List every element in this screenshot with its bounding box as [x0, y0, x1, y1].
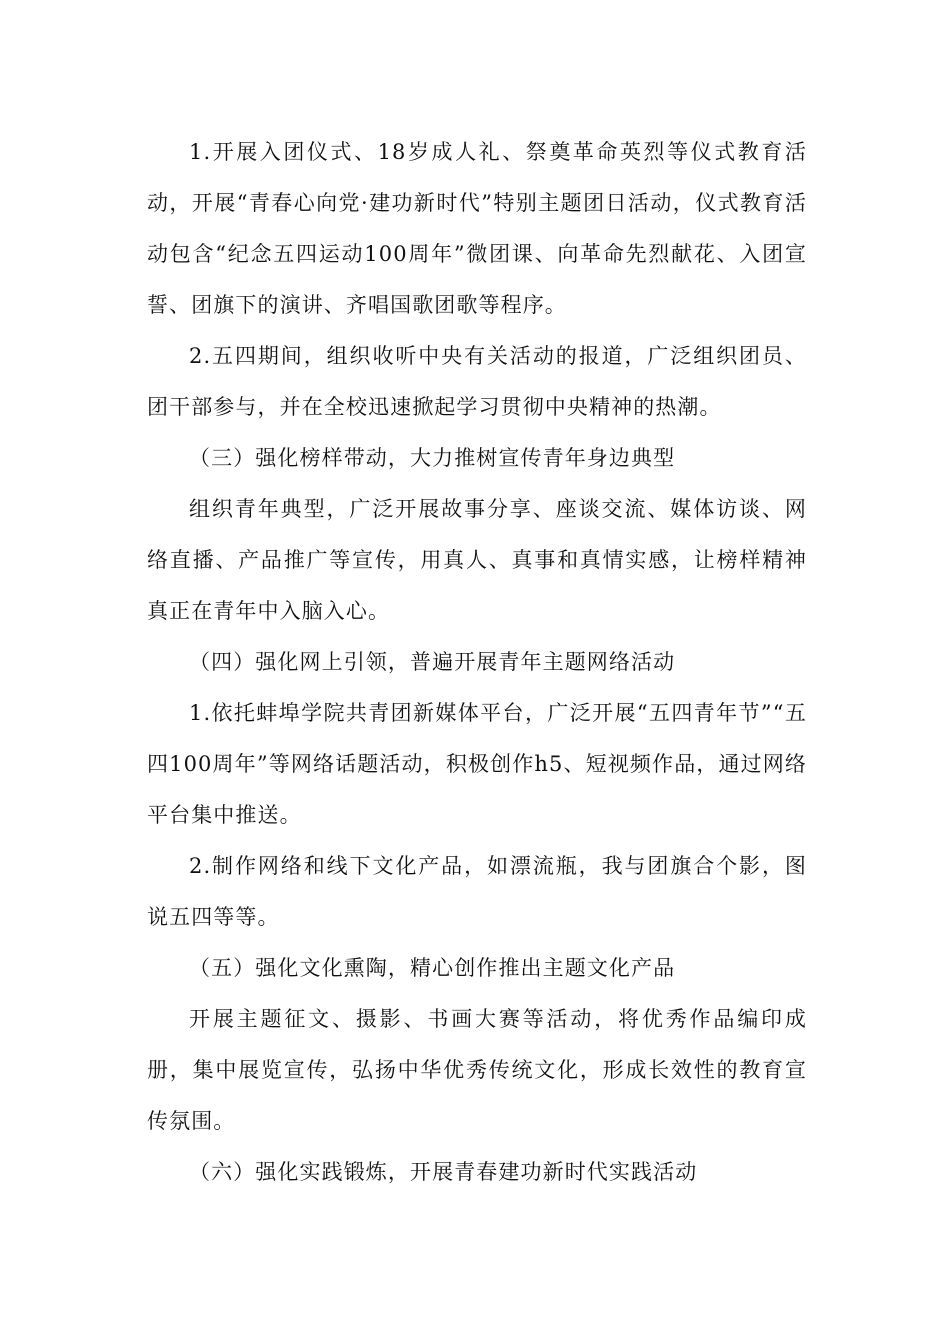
section-heading-cultural-influence: （五）强化文化熏陶，精心创作推出主题文化产品 [189, 956, 676, 980]
paragraph-cultural-products: 2.制作网络和线下文化产品，如漂流瓶，我与团旗合个影，图说五四等等。 [147, 854, 807, 929]
paragraph-youth-examples: 组织青年典型，广泛开展故事分享、座谈交流、媒体访谈、网络直播、产品推广等宣传，用真人、真事和真情实感，让榜样精神真正在青年中入脑入心。 [147, 497, 807, 623]
paragraph-essay-contest: 开展主题征文、摄影、书画大赛等活动，将优秀作品编印成册，集中展览宣传，弘扬中华优秀传统文化，形成长效性的教育宣传氛围。 [147, 1007, 807, 1133]
paragraph-may-fourth-broadcast: 2.五四期间，组织收听中央有关活动的报道，广泛组织团员、团干部参与，并在全校迅速掀起学习贯彻中央精神的热潮。 [147, 344, 807, 419]
paragraph-ceremony-activities: 1.开展入团仪式、18岁成人礼、祭奠革命英烈等仪式教育活动，开展“青春心向党·建功新时代”特别主题团日活动，仪式教育活动包含“纪念五四运动100周年”微团课、向革命先烈献花、入团宣誓、团旗下的演讲、齐唱国歌团歌等程序。 [147, 140, 807, 317]
document-body [147, 127, 807, 1198]
section-heading-online-guidance: （四）强化网上引领，普遍开展青年主题网络活动 [189, 650, 676, 674]
section-heading-practice-activities: （六）强化实践锻炼，开展青春建功新时代实践活动 [189, 1160, 698, 1184]
paragraph-new-media-platform: 1.依托蚌埠学院共青团新媒体平台，广泛开展“五四青年节”“五四100周年”等网络话题活动，积极创作h5、短视频作品，通过网络平台集中推送。 [147, 701, 807, 827]
section-heading-role-models: （三）强化榜样带动，大力推树宣传青年身边典型 [189, 446, 676, 470]
